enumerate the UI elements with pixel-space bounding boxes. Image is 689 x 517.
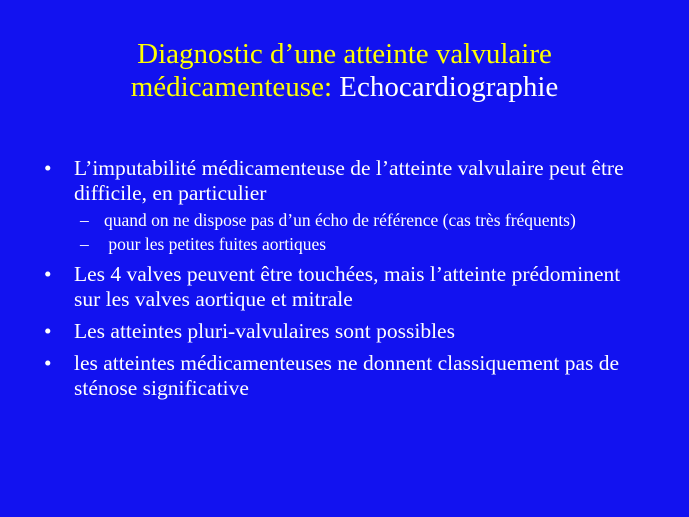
- slide-title: [20, 38, 669, 105]
- sub-bullet-text-1: quand on ne dispose pas d’un écho de référence (cas très fréquents): [104, 210, 576, 230]
- sub-bullet-item-1: [74, 210, 649, 231]
- dash-marker: –: [80, 210, 89, 230]
- bullet-marker: •: [44, 262, 52, 286]
- bullet-marker: •: [44, 156, 52, 180]
- title-line-1: Diagnostic d’une atteinte valvulaire: [137, 38, 552, 70]
- slide-content: [42, 156, 649, 408]
- sub-bullet-text-2: pour les petites fuites aortiques: [104, 234, 327, 254]
- bullet-text-3: Les atteintes pluri-valvulaires sont possibles: [74, 319, 455, 343]
- bullet-item-4: [42, 351, 649, 401]
- sub-bullet-item-2: [74, 234, 649, 255]
- title-line-2-white: Echocardiographie: [339, 71, 559, 104]
- bullet-text-2: Les 4 valves peuvent être touchées, mais l’atteinte prédominent sur les valves aortique et mitrale: [74, 262, 621, 311]
- bullet-marker: •: [44, 319, 52, 343]
- title-line-2-yellow: médicamenteuse:: [130, 71, 340, 104]
- bullet-item-1: [42, 156, 649, 255]
- bullet-marker: •: [44, 351, 52, 375]
- bullet-list: [42, 156, 649, 401]
- bullet-item-2: [42, 262, 649, 312]
- bullet-item-3: [42, 319, 649, 344]
- bullet-text-4: les atteintes médicamenteuses ne donnent classiquement pas de sténose significative: [74, 351, 620, 400]
- bullet-text-1: L’imputabilité médicamenteuse de l’atteinte valvulaire peut être difficile, en particulier: [74, 156, 624, 205]
- title-line-2: [20, 71, 669, 104]
- sub-bullet-list: [74, 210, 649, 255]
- dash-marker: –: [80, 234, 89, 254]
